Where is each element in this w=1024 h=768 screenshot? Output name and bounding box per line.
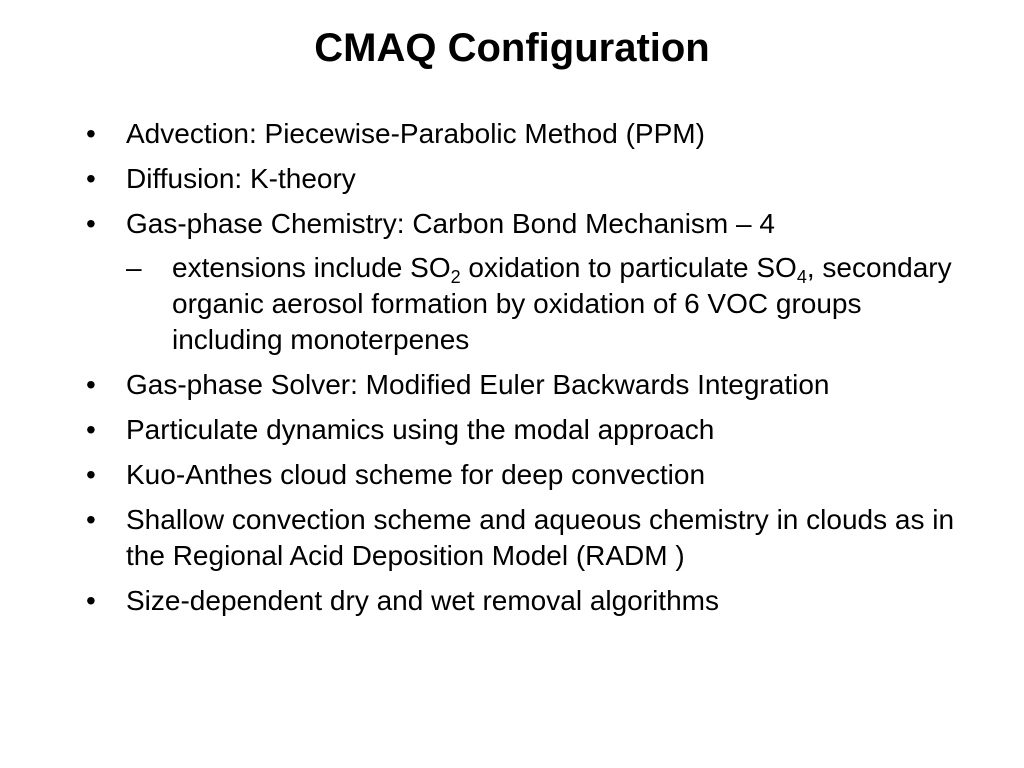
slide-title: CMAQ Configuration [314, 26, 710, 70]
bullet-marker: • [86, 118, 96, 149]
bullet-item [86, 502, 966, 574]
bullet-marker: • [86, 208, 96, 239]
bullet-marker: • [86, 163, 96, 194]
subscript-2: 2 [450, 267, 461, 287]
bullet-marker: • [86, 504, 96, 535]
sub-text-part-3: , secondary organic aerosol formation by oxidation of 6 VOC groups including monoterpenes [172, 252, 952, 355]
bullet-item [86, 412, 966, 448]
bullet-item [86, 161, 966, 197]
bullet-list [86, 116, 966, 628]
bullet-item [86, 206, 966, 358]
bullet-marker: • [86, 459, 96, 490]
bullet-item [86, 367, 966, 403]
subscript-4: 4 [796, 267, 807, 287]
sub-bullet-marker: – [126, 252, 142, 283]
sub-bullet-text [172, 252, 952, 355]
bullet-item [86, 457, 966, 493]
sub-bullet-list [126, 250, 966, 358]
bullet-text: Size-dependent dry and wet removal algorithms [126, 585, 719, 616]
sub-text-part-2: oxidation to particulate SO [460, 252, 797, 283]
bullet-text: Diffusion: K-theory [126, 163, 356, 194]
bullet-item [86, 116, 966, 152]
bullet-text: Gas-phase Chemistry: Carbon Bond Mechanism – 4 [126, 208, 775, 239]
bullet-marker: • [86, 585, 96, 616]
bullet-text: Advection: Piecewise-Parabolic Method (PPM) [126, 118, 705, 149]
bullet-text: Kuo-Anthes cloud scheme for deep convection [126, 459, 706, 490]
bullet-marker: • [86, 414, 96, 445]
sub-text-part-1: extensions include SO [172, 252, 451, 283]
bullet-text: Gas-phase Solver: Modified Euler Backwards Integration [126, 369, 830, 400]
bullet-text: Shallow convection scheme and aqueous chemistry in clouds as in the Regional Acid Deposition Model (RADM ) [126, 504, 955, 571]
bullet-marker: • [86, 369, 96, 400]
bullet-item [86, 583, 966, 619]
sub-bullet-item [126, 250, 966, 358]
bullet-text: Particulate dynamics using the modal approach [126, 414, 715, 445]
